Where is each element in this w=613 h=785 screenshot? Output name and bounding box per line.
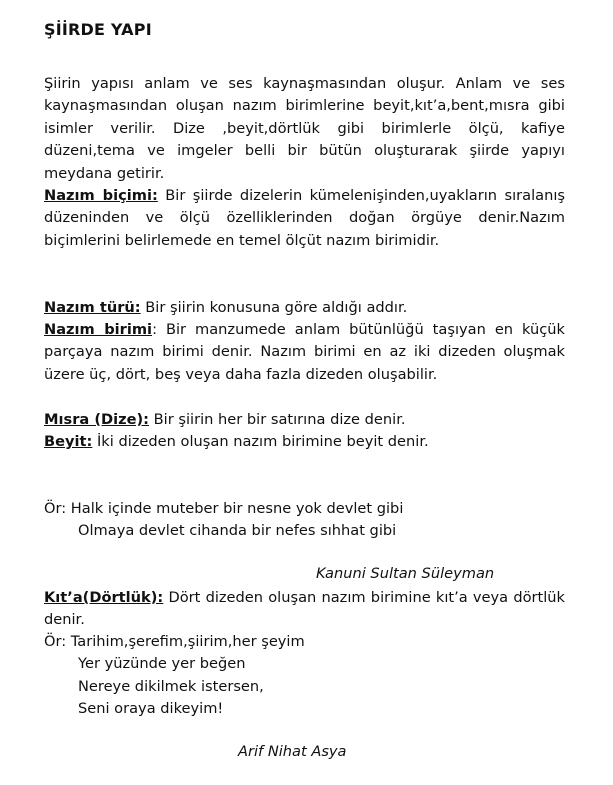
definition-text: Dört dizeden oluşan nazım birimine kıt’a veya dörtlük denir. bbox=[44, 589, 565, 629]
definition-beyit bbox=[44, 431, 565, 453]
definition-text: Bir şiirde dizelerin kümelenişinden,uyakların sıralanış düzeninden ve ölçü özelliklerinden doğan örgüye denir.Nazım biçimlerini belirlemede en temel ölçüt nazım birimidir. bbox=[44, 187, 565, 249]
poem-author: Kanuni Sultan Süleyman bbox=[316, 565, 495, 582]
poem-line: Nereye dikilmek istersen, bbox=[78, 677, 264, 695]
definition-text: : Bir manzumede anlam bütünlüğü taşıyan en küçük parçaya nazım birimi denir. Nazım birimi en az iki dizeden oluşmak üzere üç, dört, beş veya daha fazla dizeden oluşabilir. bbox=[44, 321, 566, 383]
definition-kita bbox=[44, 587, 565, 632]
definition-nazim-birimi bbox=[44, 319, 565, 386]
definition-term: Nazım biçimi: bbox=[44, 187, 158, 204]
poem-line: Olmaya devlet cihanda bir nefes sıhhat gibi bbox=[78, 522, 397, 540]
definition-term: Beyit: bbox=[44, 433, 93, 450]
poem-author: Arif Nihat Asya bbox=[238, 743, 347, 760]
page-title: ŞİİRDE YAPI bbox=[44, 20, 152, 39]
definition-term: Nazım birimi bbox=[44, 321, 153, 338]
intro-paragraph: Şiirin yapısı anlam ve ses kaynaşmasından oluşur. Anlam ve ses kaynaşmasından oluşan nazım birimlerine beyit,kıt’a,bent,mısra gibi isimler verilir. Dize ,beyit,dörtlük gibi birimlerle ölçü, kafiye düzeni,tema ve imgeler belli bir bütün oluşturarak şiirde yapıyı meydana getirir. bbox=[44, 75, 565, 182]
definition-nazim-turu bbox=[44, 297, 565, 319]
poem-line: Ör: Halk içinde muteber bir nesne yok devlet gibi bbox=[44, 500, 404, 517]
definition-text: Bir şiirin her bir satırına dize denir. bbox=[149, 411, 406, 428]
definition-nazim-bicimi bbox=[44, 185, 565, 252]
poem-line: Ör: Tarihim,şerefim,şiirim,her şeyim bbox=[44, 633, 305, 650]
poem-line: Yer yüzünde yer beğen bbox=[78, 655, 246, 673]
definition-text: Bir şiirin konusuna göre aldığı addır. bbox=[140, 299, 408, 316]
example-beyit bbox=[44, 498, 565, 543]
definition-term: Mısra (Dize): bbox=[44, 411, 150, 428]
poem-line: Seni oraya dikeyim! bbox=[78, 700, 224, 718]
definition-text: İki dizeden oluşan nazım birimine beyit denir. bbox=[92, 433, 429, 450]
definition-term: Nazım türü: bbox=[44, 299, 141, 316]
example-kita bbox=[44, 631, 565, 721]
definition-misra bbox=[44, 409, 565, 431]
definition-term: Kıt’a(Dörtlük): bbox=[44, 589, 164, 606]
